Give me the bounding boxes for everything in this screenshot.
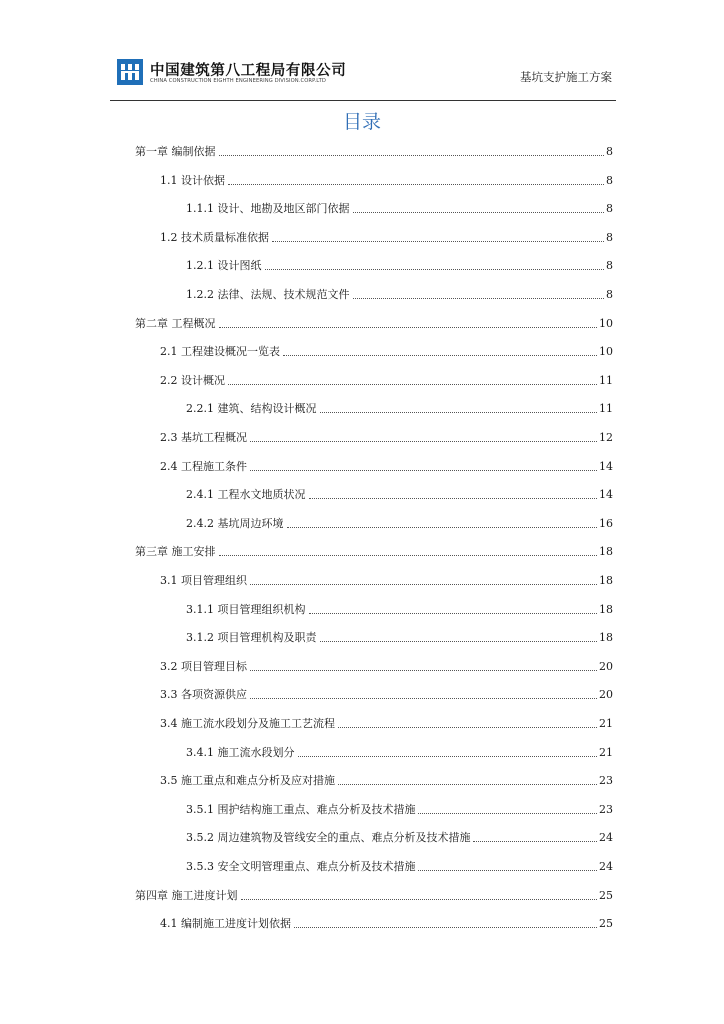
toc-entry-page: 8 (606, 202, 613, 216)
toc-leader-dots (228, 384, 597, 385)
toc-entry-page: 16 (599, 516, 613, 530)
toc-entry-page: 18 (599, 574, 613, 587)
toc-entry[interactable] (186, 200, 613, 216)
toc-entry-title: 第二章 工程概况 (135, 316, 216, 330)
toc-entry-page: 14 (599, 459, 613, 473)
toc-entry-page: 24 (599, 860, 613, 873)
toc-entry-page: 8 (606, 145, 613, 158)
toc-entry[interactable] (160, 658, 613, 674)
toc-entry-page: 20 (599, 688, 613, 702)
toc-leader-dots (353, 212, 605, 213)
toc-leader-dots (353, 298, 605, 299)
toc-leader-dots (338, 727, 597, 728)
toc-entry-page: 10 (599, 345, 613, 359)
toc-entry[interactable] (160, 458, 613, 474)
toc-entry-title: 3.1 项目管理组织 (160, 574, 247, 587)
toc-entry-title: 1.1.1 设计、地勘及地区部门依据 (186, 202, 350, 216)
toc-leader-dots (265, 269, 605, 270)
toc-entry-page: 24 (599, 831, 613, 845)
toc-leader-dots (338, 784, 597, 785)
toc-entry[interactable] (186, 486, 613, 502)
toc-entry[interactable] (160, 229, 613, 245)
toc-entry[interactable] (160, 172, 613, 188)
toc-leader-dots (309, 613, 598, 614)
toc-entry-title: 3.4 施工流水段划分及施工工艺流程 (160, 717, 335, 730)
toc-entry[interactable] (186, 801, 613, 817)
toc-title: 目录 (342, 111, 381, 133)
toc-leader-dots (219, 155, 605, 156)
toc-entry-title: 1.2.1 设计图纸 (186, 259, 262, 273)
toc-entry-page: 25 (599, 917, 613, 931)
toc-entry-page: 23 (599, 802, 613, 816)
toc-entry-title: 第一章 编制依据 (135, 145, 216, 158)
toc-entry[interactable] (160, 915, 613, 931)
toc-leader-dots (272, 241, 604, 242)
toc-entry-title: 2.2 设计概况 (160, 373, 225, 387)
toc-entry-title: 3.4.1 施工流水段划分 (186, 745, 295, 759)
toc-leader-dots (228, 184, 604, 185)
toc-entry-title: 2.1 工程建设概况一览表 (160, 345, 280, 359)
toc-entry[interactable] (186, 515, 613, 531)
toc-entry[interactable] (135, 315, 613, 331)
toc-entry[interactable] (186, 629, 613, 645)
toc-entry-page: 10 (599, 316, 613, 330)
toc-entry-page: 25 (599, 888, 613, 902)
toc-entry-title: 4.1 编制施工进度计划依据 (160, 917, 291, 931)
toc-entry-page: 11 (599, 373, 613, 387)
toc-leader-dots (219, 327, 598, 328)
toc-entry-page: 21 (599, 717, 613, 730)
toc-entry-page: 14 (599, 488, 613, 502)
toc-leader-dots (283, 355, 597, 356)
toc-entry-title: 2.3 基坑工程概况 (160, 431, 247, 444)
toc-entry-page: 12 (599, 431, 613, 444)
toc-entry-title: 3.5.2 周边建筑物及管线安全的重点、难点分析及技术措施 (186, 831, 471, 845)
toc-leader-dots (287, 527, 598, 528)
toc-leader-dots (250, 698, 597, 699)
toc-leader-dots (294, 927, 597, 928)
toc-entry-title: 2.4.1 工程水文地质状况 (186, 488, 306, 502)
toc-entry-title: 1.1 设计依据 (160, 173, 225, 187)
toc-leader-dots (298, 756, 598, 757)
toc-entry-page: 23 (599, 774, 613, 788)
toc-leader-dots (250, 584, 597, 585)
toc-leader-dots (250, 670, 597, 671)
toc-entry-title: 1.2 技术质量标准依据 (160, 230, 269, 244)
toc-entry[interactable] (160, 372, 613, 388)
toc-entry[interactable] (160, 686, 613, 702)
toc-entry[interactable] (160, 715, 613, 731)
company-name-en: CHINA CONSTRUCTION EIGHTH ENGINEERING DIVISION.CORP.LTD (150, 78, 326, 84)
toc-entry[interactable] (186, 400, 613, 416)
toc-entry-page: 8 (606, 259, 613, 273)
toc-leader-dots (250, 470, 597, 471)
toc-entry-title: 1.2.2 法律、法规、技术规范文件 (186, 288, 350, 301)
company-name-cn: 中国建筑第八工程局有限公司 (150, 63, 347, 79)
toc-entry-page: 11 (599, 402, 613, 416)
toc-entry[interactable] (160, 343, 613, 359)
toc-entry[interactable] (160, 772, 613, 788)
toc-entry-title: 3.1.2 项目管理机构及职责 (186, 631, 317, 645)
toc-entry-title: 3.5 施工重点和难点分析及应对措施 (160, 774, 335, 788)
toc-leader-dots (219, 555, 598, 556)
toc-entry-title: 3.1.1 项目管理组织机构 (186, 602, 306, 616)
toc-entry-title: 2.4 工程施工条件 (160, 459, 247, 473)
toc-entry[interactable] (160, 429, 613, 445)
toc-entry-title: 2.2.1 建筑、结构设计概况 (186, 402, 317, 416)
toc-entry-title: 3.5.1 围护结构施工重点、难点分析及技术措施 (186, 802, 416, 816)
toc-leader-dots (250, 441, 597, 442)
toc-entry-title: 2.4.2 基坑周边环境 (186, 516, 284, 530)
toc-entry-page: 18 (599, 631, 613, 645)
toc-entry-page: 8 (606, 288, 613, 301)
toc-leader-dots (473, 841, 597, 842)
toc-entry-title: 第三章 施工安排 (135, 545, 216, 559)
toc-entry[interactable] (186, 286, 613, 302)
toc-entry-title: 3.3 各项资源供应 (160, 688, 247, 702)
toc-leader-dots (320, 412, 598, 413)
toc-entry-page: 18 (599, 545, 613, 559)
toc-entry-title: 第四章 施工进度计划 (135, 888, 238, 902)
document-title: 基坑支护施工方案 (520, 70, 612, 84)
toc-entry-page: 21 (599, 745, 613, 759)
toc-leader-dots (418, 870, 597, 871)
toc-entry-page: 18 (599, 602, 613, 616)
toc-entry[interactable] (186, 601, 613, 617)
toc-entry-title: 3.2 项目管理目标 (160, 659, 247, 673)
toc-entry[interactable] (186, 257, 613, 273)
toc-entry-title: 3.5.3 安全文明管理重点、难点分析及技术措施 (186, 860, 416, 873)
toc-entry-page: 8 (606, 173, 613, 187)
toc-entry-page: 20 (599, 659, 613, 673)
toc-leader-dots (241, 899, 598, 900)
toc-entry[interactable] (186, 858, 613, 874)
toc-entry[interactable] (135, 143, 613, 159)
toc-leader-dots (418, 813, 597, 814)
toc-entry[interactable] (186, 744, 613, 760)
toc-entry[interactable] (135, 543, 613, 559)
toc-entry[interactable] (135, 887, 613, 903)
toc-leader-dots (309, 498, 598, 499)
toc-entry-page: 8 (606, 230, 613, 244)
toc-entry[interactable] (186, 829, 613, 845)
toc-leader-dots (320, 641, 598, 642)
toc-entry[interactable] (160, 572, 613, 588)
